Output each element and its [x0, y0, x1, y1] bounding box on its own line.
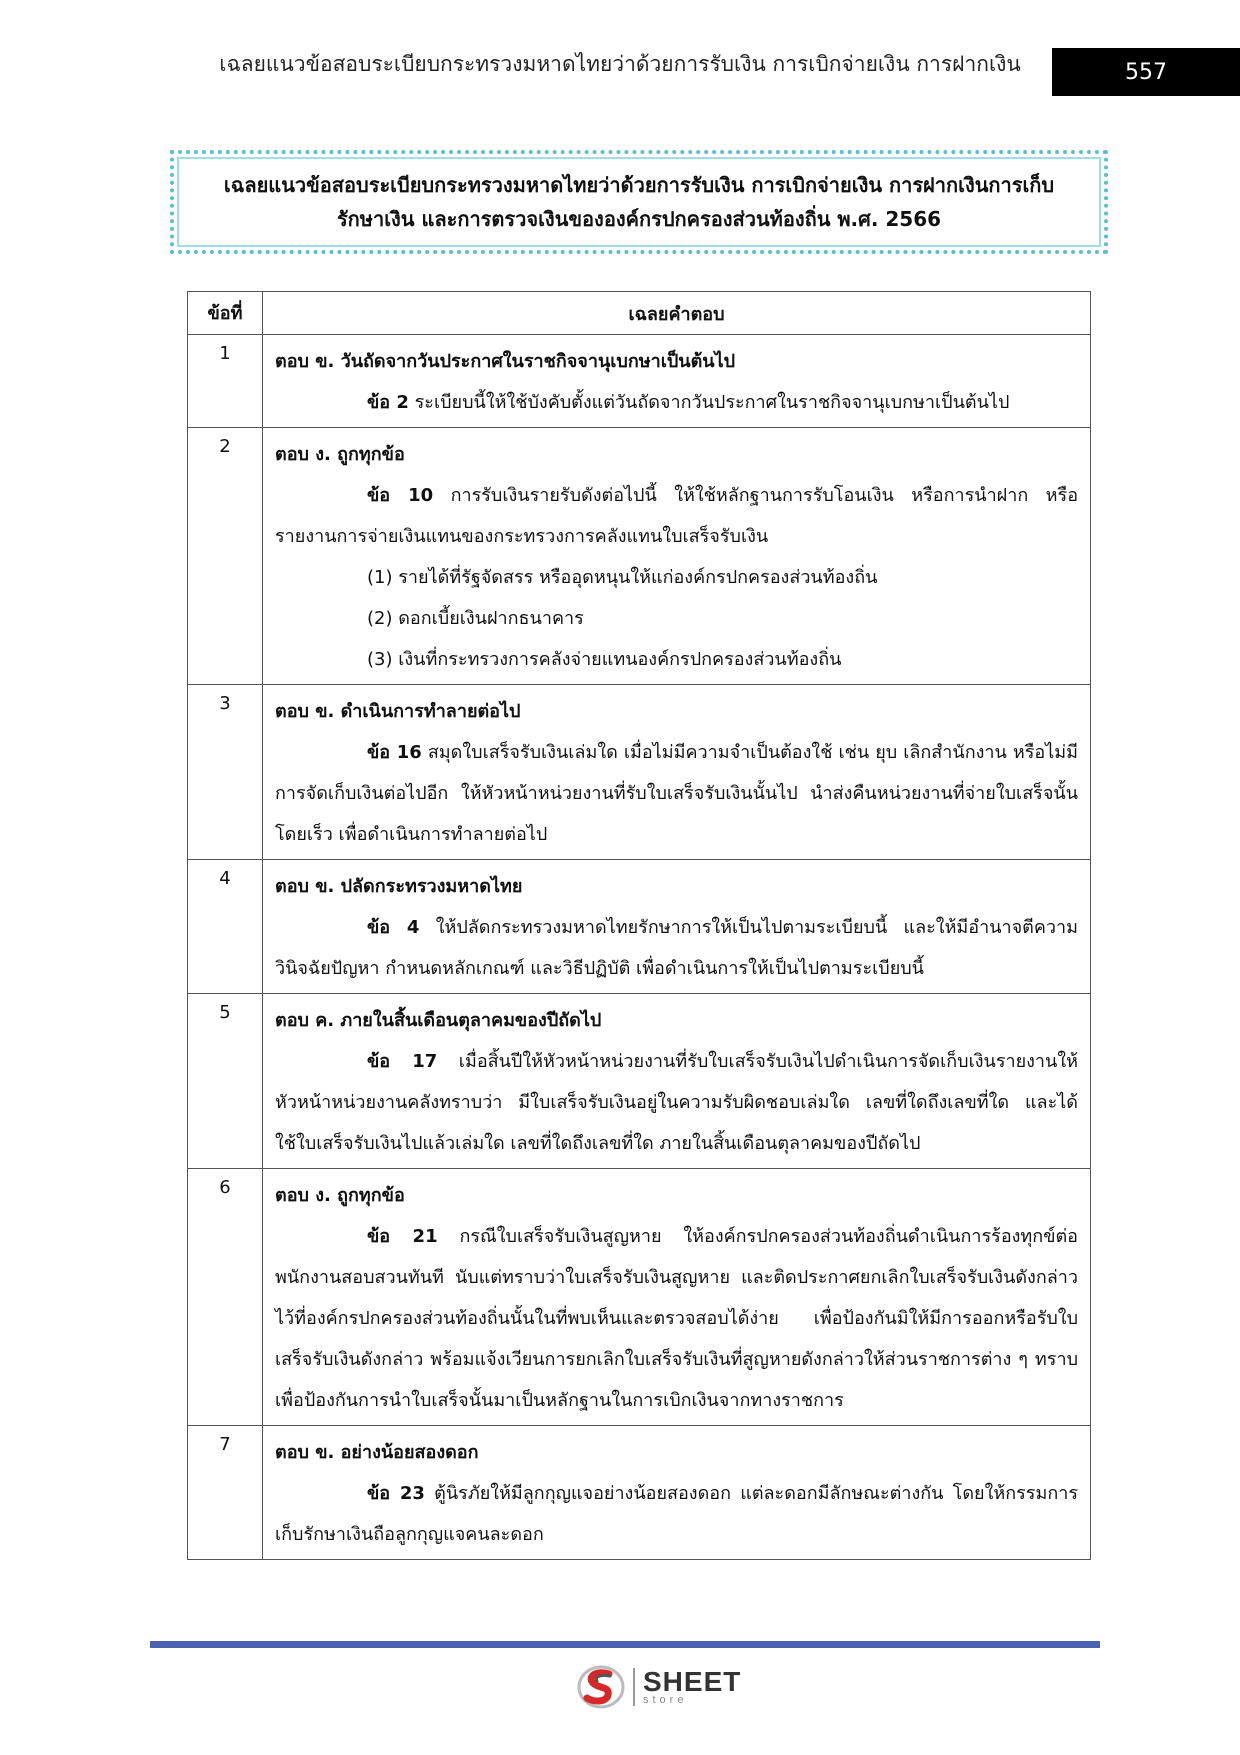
logo-text	[643, 1665, 742, 1706]
title-line-1: เฉลยแนวข้อสอบระเบียบกระทรวงมหาดไทยว่าด้วยการรับเงิน การเบิกจ่ายเงิน การฝากเงินการเก็บ	[223, 173, 1055, 197]
clause-number: ข้อ 16	[367, 742, 422, 763]
table-row	[188, 428, 1091, 685]
answer-choice: ตอบ ง. ถูกทุกข้อ	[275, 444, 405, 465]
sheet-store-logo	[577, 1663, 741, 1711]
table-row	[188, 335, 1091, 428]
answer-cell	[263, 860, 1091, 994]
table-row	[188, 1169, 1091, 1426]
answer-choice: ตอบ ข. ปลัดกระทรวงมหาดไทย	[275, 876, 523, 897]
table-row	[188, 1426, 1091, 1560]
title-line-2: รักษาเงิน และการตรวจเงินขององค์กรปกครองส่วนท้องถิ่น พ.ศ. 2566	[336, 207, 942, 231]
clause-number: ข้อ 2	[367, 392, 409, 413]
clause-text: ตู้นิรภัยให้มีลูกกุญแจอย่างน้อยสองดอก แต่ละดอกมีลักษณะต่างกัน โดยให้กรรมการเก็บรักษาเงินถือลูกกุญแจคนละดอก	[275, 1483, 1078, 1545]
row-number: 4	[188, 860, 263, 994]
title-frame	[170, 150, 1108, 254]
clause-text: กรณีใบเสร็จรับเงินสูญหาย ให้องค์กรปกครองส่วนท้องถิ่นดำเนินการร้องทุกข์ต่อพนักงานสอบสวนทันที นับแต่ทราบว่าใบเสร็จรับเงินสูญหาย และติดประกาศยกเลิกใบเสร็จรับเงินดังกล่าวไว้ที่องค์กรปกครองส่วนท้องถิ่นนั้นในที่พบเห็นและตรวจสอบได้ง่าย เพื่อป้องกันมิให้มีการออกหรือรับใบเสร็จรับเงินดังกล่าว พร้อมแจ้งเวียนการยกเลิกใบเสร็จรับเงินที่สูญหายดังกล่าวให้ส่วนราชการต่าง ๆ ทราบ เพื่อป้องกันการนำใบเสร็จนั้นมาเป็นหลักฐานในการเบิกเงินจากทางราชการ	[275, 1226, 1078, 1411]
clause-number: ข้อ 4	[367, 917, 420, 938]
list-item: (2) ดอกเบี้ยเงินฝากธนาคาร	[367, 608, 584, 629]
row-number: 5	[188, 994, 263, 1169]
row-number: 2	[188, 428, 263, 685]
answer-explanation	[275, 732, 1078, 855]
column-header-no: ข้อที่	[188, 292, 263, 335]
answer-cell	[263, 428, 1091, 685]
answer-explanation	[275, 1041, 1078, 1164]
page-number: 557	[1052, 48, 1240, 96]
row-number: 7	[188, 1426, 263, 1560]
logo-word: SHEET	[643, 1665, 742, 1697]
answer-choice: ตอบ ค. ภายในสิ้นเดือนตุลาคมของปีถัดไป	[275, 1010, 602, 1031]
clause-text: สมุดใบเสร็จรับเงินเล่มใด เมื่อไม่มีความจำเป็นต้องใช้ เช่น ยุบ เลิกสำนักงาน หรือไม่มีการจัดเก็บเงินต่อไปอีก ให้หัวหน้าหน่วยงานที่รับใบเสร็จรับเงินนั้นไป นำส่งคืนหน่วยงานที่จ่ายใบเสร็จนั้นโดยเร็ว เพื่อดำเนินการทำลายต่อไป	[275, 742, 1078, 845]
clause-text: ให้ปลัดกระทรวงมหาดไทยรักษาการให้เป็นไปตามระเบียบนี้ และให้มีอำนาจตีความวินิจฉัยปัญหา กำหนดหลักเกณฑ์ และวิธีปฏิบัติ เพื่อดำเนินการให้เป็นไปตามระเบียบนี้	[275, 917, 1078, 979]
answer-choice: ตอบ ข. อย่างน้อยสองดอก	[275, 1442, 479, 1463]
answer-explanation	[275, 1216, 1078, 1421]
answer-table-body	[188, 335, 1091, 1560]
clause-text: ระเบียบนี้ให้ใช้บังคับตั้งแต่วันถัดจากวันประกาศในราชกิจจานุเบกษาเป็นต้นไป	[408, 392, 1010, 413]
clause-number: ข้อ 21	[367, 1226, 438, 1247]
answer-table	[187, 291, 1091, 1560]
logo-sub: store	[643, 1693, 688, 1706]
answer-explanation	[275, 382, 1078, 423]
answer-cell	[263, 994, 1091, 1169]
footer-rule	[150, 1641, 1100, 1648]
answer-choice: ตอบ ข. วันถัดจากวันประกาศในราชกิจจานุเบกษาเป็นต้นไป	[275, 351, 736, 372]
clause-number: ข้อ 23	[367, 1483, 425, 1504]
row-number: 3	[188, 685, 263, 860]
answer-cell	[263, 1169, 1091, 1426]
answer-cell	[263, 685, 1091, 860]
clause-text: เมื่อสิ้นปีให้หัวหน้าหน่วยงานที่รับใบเสร็จรับเงินไปดำเนินการจัดเก็บเงินรายงานให้หัวหน้าหน่วยงานคลังทราบว่า มีใบเสร็จรับเงินอยู่ในความรับผิดชอบเล่มใด เลขที่ใดถึงเลขที่ใด และได้ใช้ใบเสร็จรับเงินไปแล้วเล่มใด เลขที่ใดถึงเลขที่ใด ภายในสิ้นเดือนตุลาคมของปีถัดไป	[275, 1051, 1078, 1154]
answer-explanation	[275, 1473, 1078, 1555]
table-row	[188, 994, 1091, 1169]
clause-number: ข้อ 10	[367, 485, 434, 506]
list-item: (3) เงินที่กระทรวงการคลังจ่ายแทนองค์กรปกครองส่วนท้องถิ่น	[367, 649, 842, 670]
clause-number: ข้อ 17	[367, 1051, 438, 1072]
answer-explanation	[275, 907, 1078, 989]
column-header-answer: เฉลยคำตอบ	[263, 292, 1091, 335]
table-header-row	[188, 292, 1091, 335]
table-row	[188, 860, 1091, 994]
sheet-store-logo-icon	[577, 1664, 625, 1710]
answer-cell	[263, 1426, 1091, 1560]
answer-explanation	[275, 475, 1078, 557]
row-number: 6	[188, 1169, 263, 1426]
answer-choice: ตอบ ข. ดำเนินการทำลายต่อไป	[275, 701, 521, 722]
answer-cell	[263, 335, 1091, 428]
running-header: เฉลยแนวข้อสอบระเบียบกระทรวงมหาดไทยว่าด้วยการรับเงิน การเบิกจ่ายเงิน การฝากเงิน	[219, 52, 1021, 76]
list-item: (1) รายได้ที่รัฐจัดสรร หรืออุดหนุนให้แก่องค์กรปกครองส่วนท้องถิ่น	[367, 567, 878, 588]
table-row	[188, 685, 1091, 860]
row-number: 1	[188, 335, 263, 428]
clause-text: การรับเงินรายรับดังต่อไปนี้ ให้ใช้หลักฐานการรับโอนเงิน หรือการนำฝาก หรือรายงานการจ่ายเงินแทนของกระทรวงการคลังแทนใบเสร็จรับเงิน	[275, 485, 1079, 547]
logo-separator	[633, 1668, 635, 1706]
answer-choice: ตอบ ง. ถูกทุกข้อ	[275, 1185, 405, 1206]
